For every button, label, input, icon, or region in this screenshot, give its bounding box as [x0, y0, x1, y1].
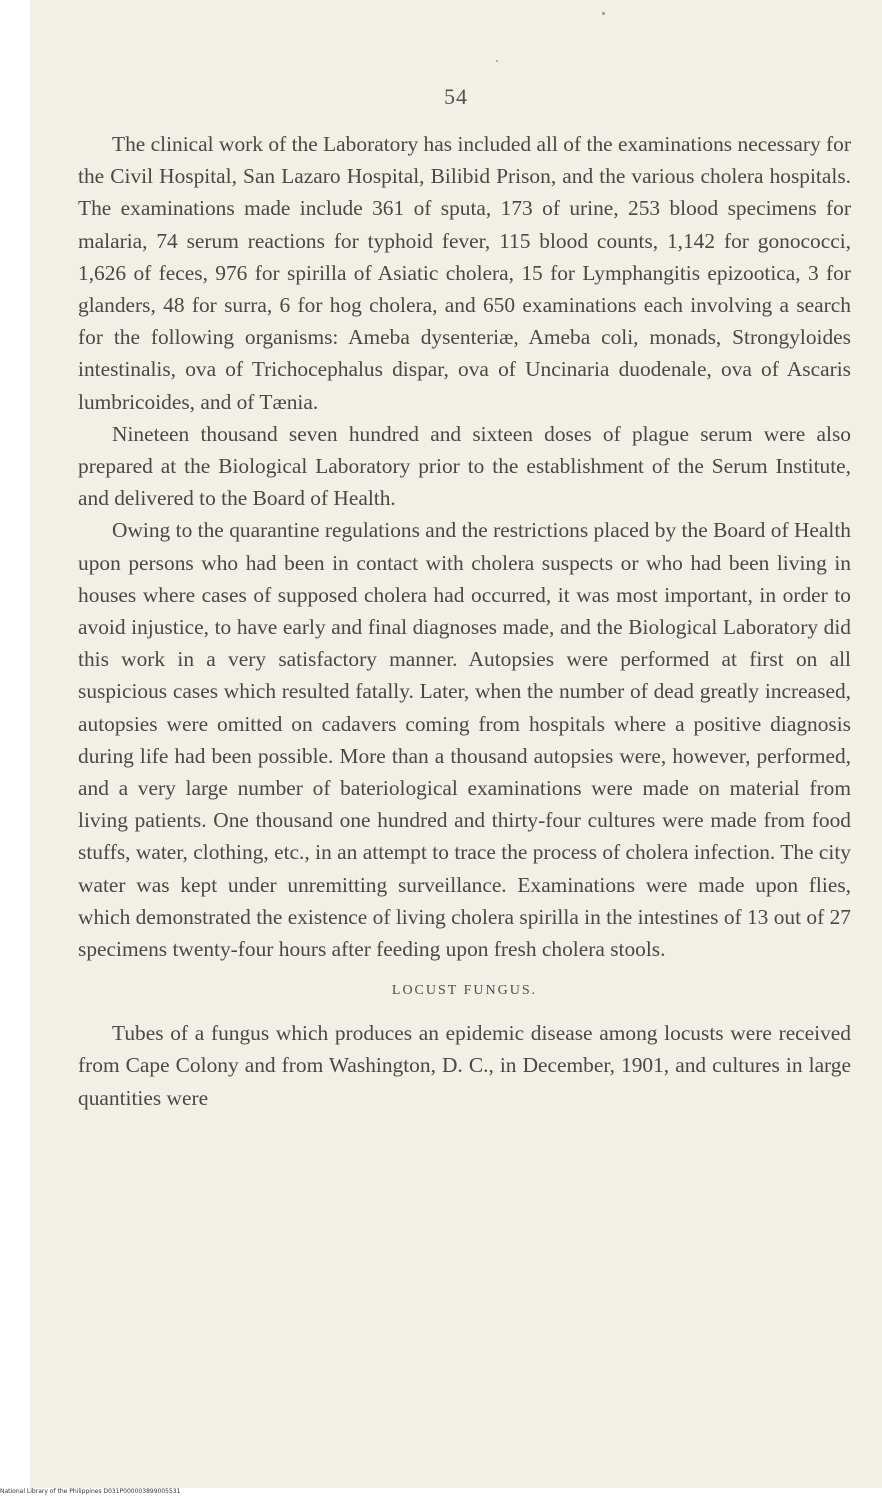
book-page: [30, 0, 882, 1488]
paragraph-plague-serum: Nineteen thousand seven hundred and sixteen doses of plague serum were also prepared at the Biological Laboratory prior to the establishment of the Serum Institute, and delivered to the Board of Health.: [78, 421, 851, 511]
paper-speck: [496, 60, 498, 62]
paragraph-locust-fungus: Tubes of a fungus which produces an epidemic disease among locusts were received from Cape Colony and from Washington, D. C., in December, 1901, and cultures in large quantities were: [78, 1021, 851, 1110]
page-text: [78, 128, 851, 1114]
paper-speck: [602, 12, 605, 15]
page-number: 54: [444, 84, 468, 109]
section-heading: LOCUST FUNGUS.: [391, 983, 538, 999]
paragraph-cholera-diagnosis: Owing to the quarantine regulations and the restrictions placed by the Board of Health upon persons who had been in contact with cholera suspects or who had been living in houses where cases of supposed cholera had occurred, it was most important, in order to avoid injustice, to have early and final diagnoses made, and the Biological Laboratory did this work in a very satisfactory manner. Autopsies were performed at first on all suspicious cases which resulted fatally. Later, when the number of dead greatly increased, autopsies were omitted on cadavers coming from hospitals where a positive diagnosis during life had been possible. More than a thousand autopsies were, however, performed, and a very large number of bateriological examinations were made on material from living patients. One thousand one hundred and thirty-four cultures were made from food stuffs, water, clothing, etc., in an attempt to trace the process of cholera infection. The city water was kept under unremitting surveillance. Examinations were made upon flies, which demonstrated the existence of living cholera spirilla in the intestines of 13 out of 27 specimens twenty-four hours after feeding upon fresh cholera stools.: [78, 518, 851, 962]
scan-footer-label: National Library of the Philippines D031P000003899005531: [0, 1488, 184, 1496]
paragraph-clinical-work: The clinical work of the Laboratory has included all of the examinations necessary for the Civil Hospital, San Lazaro Hospital, Bilibid Prison, and the various cholera hospitals. The examinations made include 361 of sputa, 173 of urine, 253 blood specimens for malaria, 74 serum reactions for typhoid fever, 115 blood counts, 1,142 for gonococci, 1,626 of feces, 976 for spirilla of Asiatic cholera, 15 for Lymphangitis epizootica, 3 for glanders, 48 for surra, 6 for hog cholera, and 650 examinations each involving a search for the following organisms: Ameba dysenteriæ, Ameba coli, monads, Strongyloides intestinalis, ova of Trichocephalus dispar, ova of Uncinaria duodenale, ova of Ascaris lumbricoides, and of Tænia.: [78, 132, 851, 414]
scan-margin: [0, 0, 30, 1497]
